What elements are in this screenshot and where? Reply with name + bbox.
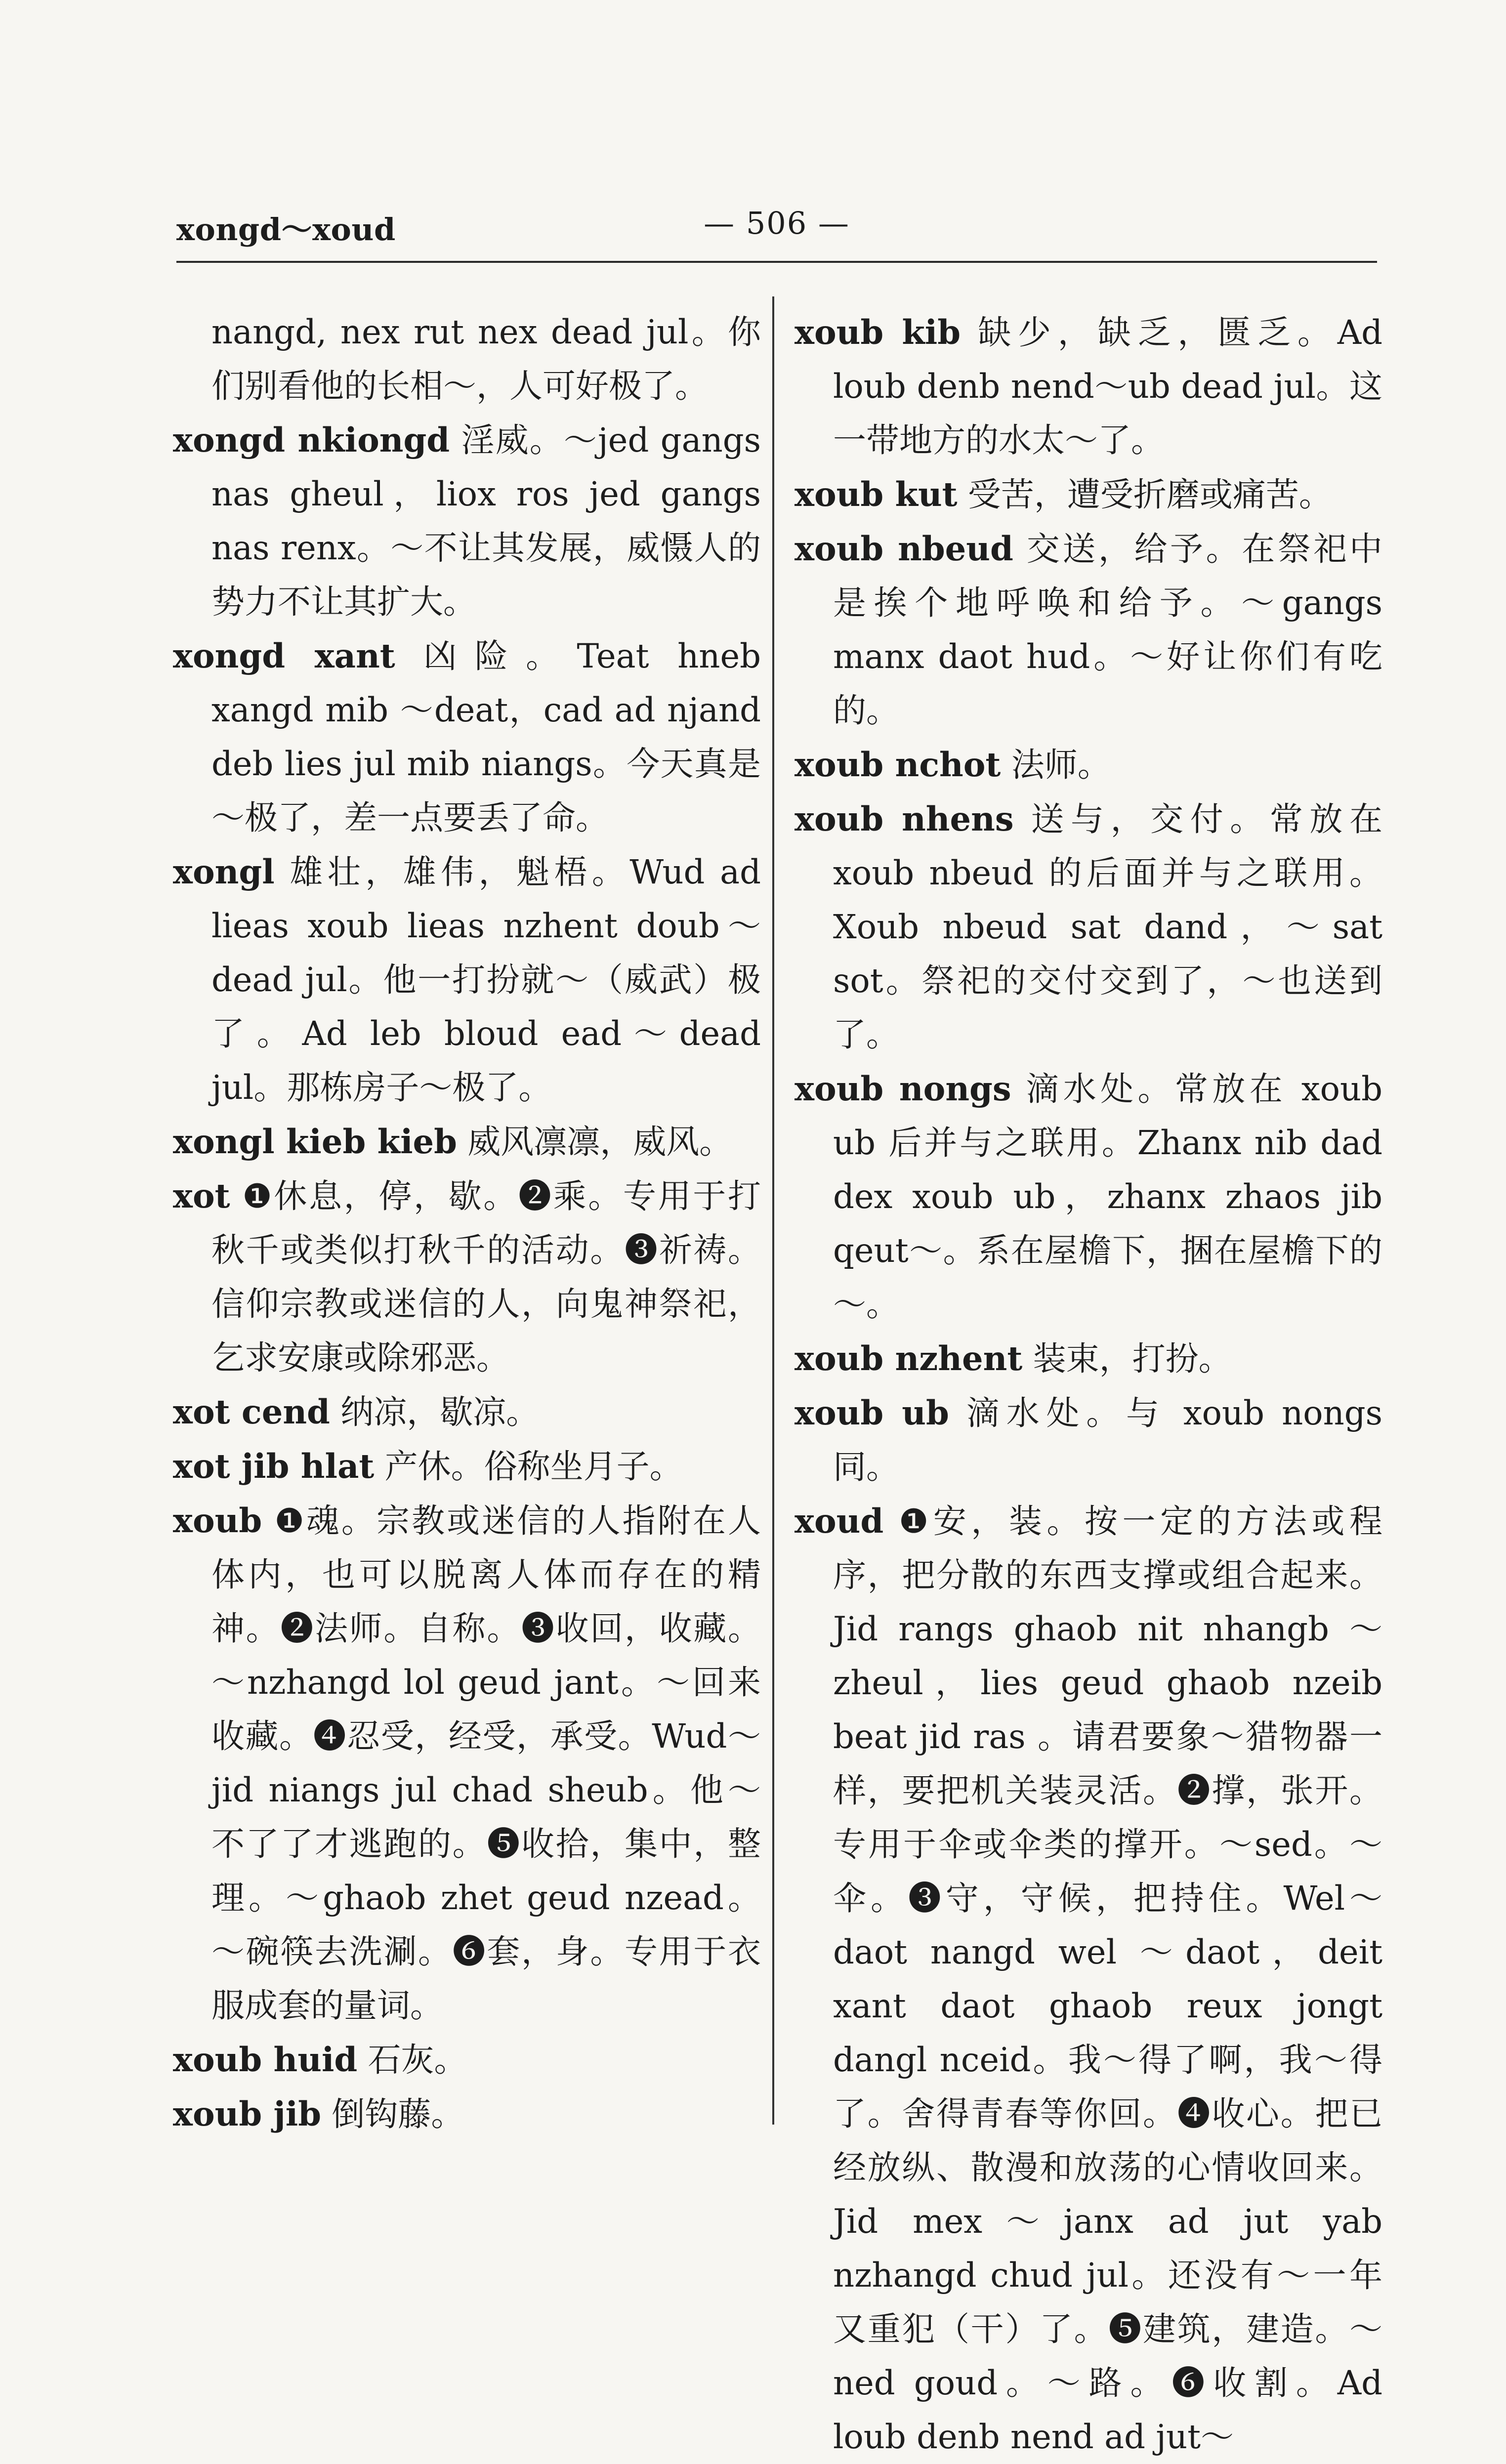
dictionary-entry <box>173 2033 761 2087</box>
entry-text: 淫威。～jed gangs nas gheul，liox ros jed gangs nas renx。～不让其发展，威慑人的势力不让其扩大。 <box>211 421 761 621</box>
entry-headword: xoub nchot <box>795 745 1001 784</box>
dictionary-entry <box>173 1494 761 2033</box>
dictionary-entry <box>795 1386 1382 1494</box>
dictionary-entry <box>173 845 761 1115</box>
entry-headword: xoub huid <box>173 2040 358 2079</box>
dictionary-entry <box>795 738 1382 792</box>
dictionary-entry <box>173 629 761 845</box>
entry-headword: xongd xant <box>173 636 395 675</box>
entry-headword: xoub nongs <box>795 1069 1011 1108</box>
dictionary-entry <box>795 1332 1382 1386</box>
entry-headword: xoub <box>173 1501 262 1540</box>
entry-headword: xoub kib <box>795 313 961 352</box>
entry-headword: xoub kut <box>795 475 958 514</box>
entry-headword: xongd nkiongd <box>173 420 450 459</box>
dictionary-entry <box>795 792 1382 1062</box>
dictionary-entry <box>173 2087 761 2141</box>
column-divider <box>772 296 774 2125</box>
dictionary-entry <box>795 467 1382 522</box>
entry-text: 交送，给予。在祭祀中是挨个地呼唤和给予。～gangs manx daot hud。～好让你们有吃的。 <box>833 530 1382 730</box>
dictionary-entry <box>173 1439 761 1494</box>
running-head: xongd～xoud <box>176 211 396 248</box>
entry-text: 雄壮，雄伟，魁梧。Wud ad lieas xoub lieas nzhent doub～dead jul。他一打扮就～（威武）极了。Ad leb bloud ead～dead jul。那栋房子～极了。 <box>211 853 761 1107</box>
entry-headword: xoub jib <box>173 2094 322 2133</box>
dictionary-entry <box>795 305 1382 467</box>
dictionary-entry <box>795 1062 1382 1332</box>
dictionary-entry <box>173 1385 761 1439</box>
entry-text: ❶魂。宗教或迷信的人指附在人体内，也可以脱离人体而存在的精神。❷法师。自称。❸收回，收藏。～nzhangd lol geud jant。～回来收藏。❹忍受，经受，承受。Wud～jid niangs jul chad sheub。他～不了了才逃跑的。❺收拾，集中，整理。～ghaob zhet geud nzead。～碗筷去洗涮。❻套，身。专用于衣服成套的量词。 <box>211 1502 761 2025</box>
entry-text: 威风凛凛，威风。 <box>457 1123 733 1161</box>
entry-text: 滴水处。常放在 xoub ub 后并与之联用。Zhanx nib dad dex xoub ub，zhanx zhaos jib qeut～。系在屋檐下，捆在屋檐下的～。 <box>833 1070 1382 1324</box>
entry-text: 法师。 <box>1001 746 1111 784</box>
dictionary-entry <box>795 522 1382 738</box>
header-rule <box>176 261 1377 263</box>
entry-text: 凶险。Teat hneb xangd mib ～deat，cad ad njand deb lies jul mib niangs。今天真是～极了，差一点要丢了命。 <box>211 637 761 837</box>
entry-headword: xot <box>173 1176 230 1215</box>
page-header <box>176 195 1378 250</box>
entry-text: nangd, nex rut nex dead jul。你们别看他的长相～，人可好极了。 <box>211 313 761 405</box>
entry-headword: xoud <box>795 1502 884 1541</box>
entry-text: 滴水处。与 xoub nongs 同。 <box>833 1394 1382 1486</box>
entry-text: 纳凉，歇凉。 <box>330 1393 540 1431</box>
entry-text: 石灰。 <box>357 2041 467 2079</box>
entry-headword: xongl kieb kieb <box>173 1122 457 1161</box>
entry-text: 倒钩藤。 <box>321 2095 464 2133</box>
entry-text: 受苦，遭受折磨或痛苦。 <box>957 475 1332 514</box>
entry-text: ❶休息，停，歇。❷乘。专用于打秋千或类似打秋千的活动。❸祈祷。信仰宗教或迷信的人，向鬼神祭祀，乞求安康或除邪恶。 <box>211 1177 761 1377</box>
entry-text: 装束，打扮。 <box>1022 1339 1232 1378</box>
dictionary-entry <box>173 413 761 629</box>
entry-text: ❶安，装。按一定的方法或程序，把分散的东西支撑或组合起来。Jid rangs ghaob nit nhangb ～zheul，lies geud ghaob nzeib beat jid ras 。请君要象～猎物器一样，要把机关装灵活。❷撑，张开。专用于伞或伞类的撑开。～sed。～伞。❸守，守候，把持住。Wel～daot nangd wel ～daot，deit xant daot ghaob reux jongt dangl nceid。我～得了啊，我～得了。舍得青春等你回。❹收心。把已经放纵、散漫和放荡的心情收回来。Jid mex～janx ad jut yab nzhangd chud jul。还没有～一年又重犯（干）了。❺建筑，建造。～ned goud。～路。❻收割。Ad loub denb nend ad jut～ <box>833 1502 1382 2456</box>
entry-headword: xot jib hlat <box>173 1447 375 1486</box>
entry-text: 缺少，缺乏，匮乏。Ad loub denb nend～ub dead jul。这一带地方的水太～了。 <box>833 313 1382 459</box>
dictionary-entry <box>173 1169 761 1385</box>
dictionary-entry <box>173 1115 761 1169</box>
entry-headword: xoub nhens <box>795 799 1014 838</box>
entry-text: 产休。俗称坐月子。 <box>374 1447 683 1486</box>
entry-headword: xot cend <box>173 1392 330 1431</box>
entry-text: 送与，交付。常放在 xoub nbeud 的后面并与之联用。Xoub nbeud sat dand，～sat sot。祭祀的交付交到了，～也送到了。 <box>833 800 1382 1054</box>
entry-headword: xoub nbeud <box>795 529 1013 568</box>
left-column <box>173 305 761 2141</box>
dictionary-entry <box>795 1494 1382 2464</box>
entry-headword: xoub nzhent <box>795 1339 1023 1378</box>
page-number: — 506 — <box>704 205 850 241</box>
entry-headword: xongl <box>173 852 275 891</box>
entry-headword: xoub ub <box>795 1393 949 1432</box>
dictionary-entry <box>173 305 761 413</box>
right-column <box>795 305 1382 2464</box>
